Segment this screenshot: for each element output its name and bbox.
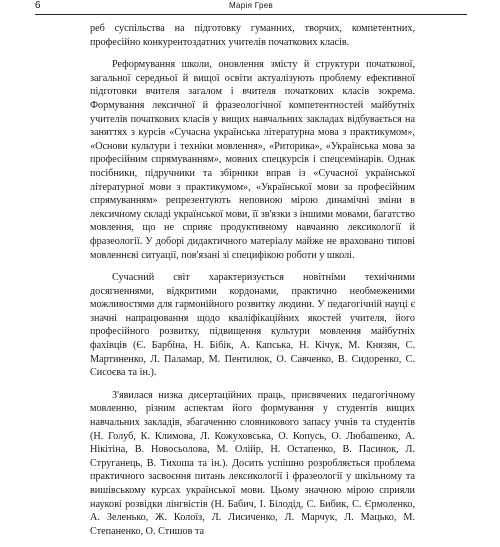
body-text bbox=[90, 22, 415, 547]
page-number: 6 bbox=[35, 0, 41, 11]
paragraph-modern-world: Сучасний світ характеризується новітніми технічними досягненнями, відкритими кордонами, практично необмеженими можливостями для гармонійного розвитку людини. У педагогічній науці є значні напрацювання щодо кваліфікаційних якостей учителя, його професійного розвитку, підвищення культури мовлення майбутніх фахівців (Є. Барбіна, Н. Бібік, А. Капська, Н. Кічук, М. Князян, С. Мартиненко, Л. Паламар, М. Пентилюк, О. Савченко, В. Сидоренко, С. Сисоєва та ін.). bbox=[90, 272, 415, 379]
paragraph-dissertations: З'явилася низка дисертаційних праць, присвячених педагогічному мовленню, різним аспектам його формування у студентів вищих навчальних закладів, збагаченню словникового запасу учнів та студентів (Н. Голуб, К. Климова, Л. Кожуховська, О. Копусь, О. Любашенко, А. Нікітіна, В. Новосьолова, М. Олійр, Н. Остапенко, В. Пасинок, Л. Струганець, В. Тихоша та ін.). Досить успішно розробляється проблема практичного засвоєння питань лексикології і фразеології у шкільному та вишівському курсах української мови. Цьому значною мірою сприяли наукові розвідки лінгвістів (Н. Бабич, І. Білодід, С. Бибик, С. Єрмоленко, А. Зеленько, Ж. Колоїз, Л. Лисиченко, Л. Марчук, Л. Мацько, М. Степаненко, О. Стишов та bbox=[90, 389, 415, 537]
running-head bbox=[35, 0, 467, 15]
paragraph-continuation: реб суспільства на підготовку гуманних, творчих, компетентних, професійно конкурентоздатних учителів початкових класів. bbox=[90, 23, 415, 48]
running-head-author: Марія Грев bbox=[228, 1, 273, 10]
paragraph-school-reform: Реформування школи, оновлення змісту й структури початкової, загальної середньої й вищої освіти актуалізують проблему ефективної підготовки вчителя загалом і вчителя початкових класів зокрема. Формування лексичної й фразеологічної компетентностей майбутніх учителів початкових класів у вищих навчальних закладах відбувається на заняттях з курсів «Сучасна українська літературна мова з практикумом», «Основи культури і техніки мовлення», «Риторика», «Українська мова за професійним спрямуванням», мовних спецкурсів і спецсемінарів. Однак посібники, підручники та збірники вправ із «Сучасної української літературної мови з практикумом», «Української мови за професійним спрямуванням» репрезентують неповною мірою динамічні зміни в лексичному складі української мови, її зв'язки з іншими мовами, багатство мовлення, що не сприяє продуктивному навчанню лексикології й фразеології. У доборі дидактичного матеріалу майже не враховано типові мовленнєві ситуації, пов'язані зі специфікою роботи у школі. bbox=[90, 59, 415, 261]
